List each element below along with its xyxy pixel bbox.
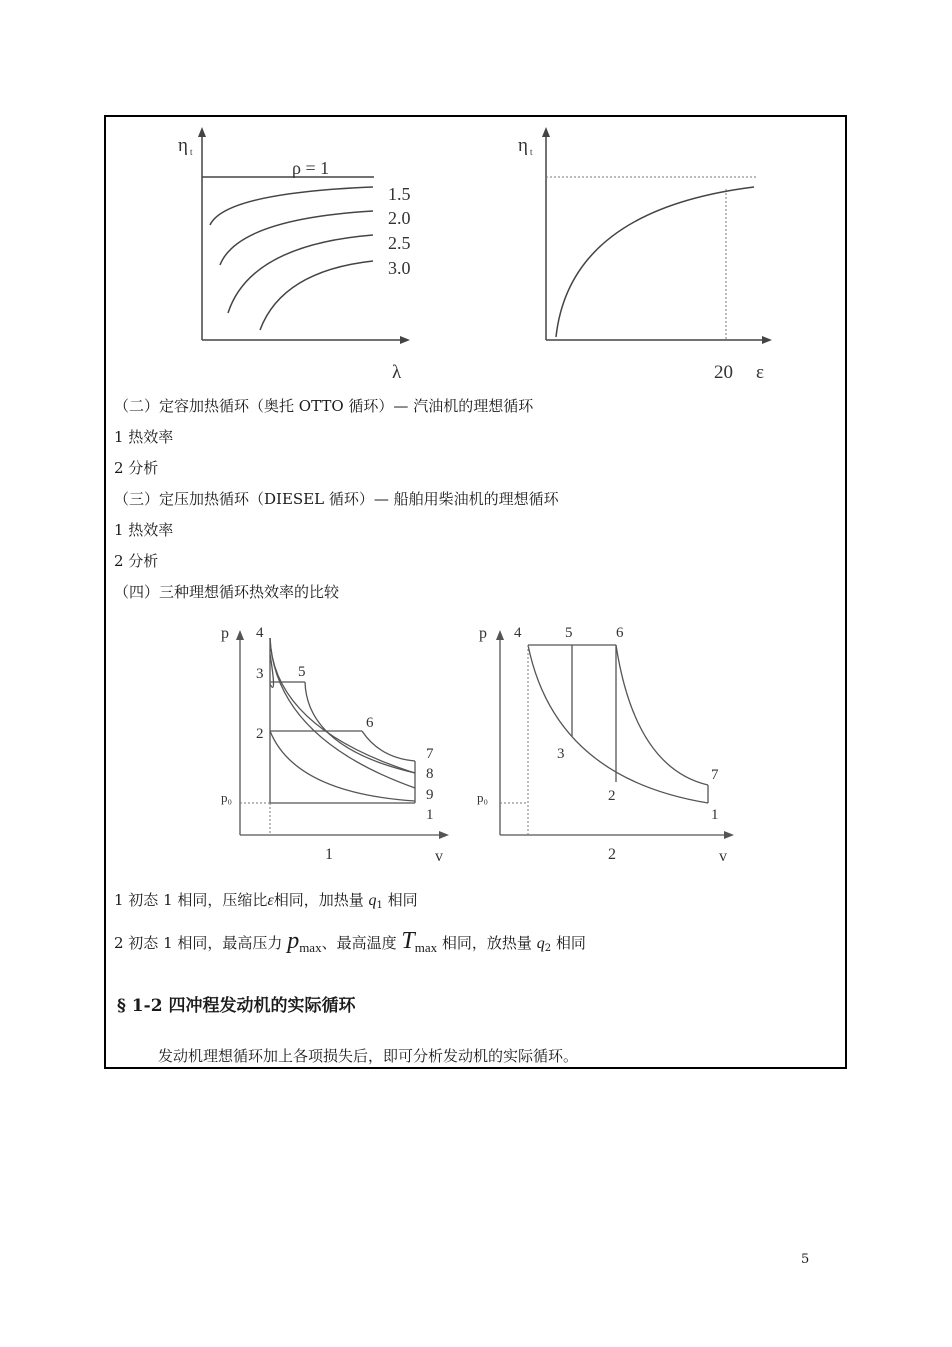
p-axis-label: p	[221, 625, 229, 642]
point-label-3: 3	[557, 746, 565, 762]
q-subscript: 1	[376, 900, 383, 911]
q-subscript: 2	[544, 943, 552, 954]
compare-line-2-text: 2 初态 1 相同，最高压力	[114, 934, 283, 952]
item-analysis: 2 分析	[114, 552, 159, 570]
t-max-subscript: max	[414, 940, 438, 955]
body-paragraph: 发动机理想循环加上各项损失后，即可分析发动机的实际循环。	[158, 1047, 579, 1065]
compare-line-2-text: 相同，放热量	[441, 934, 532, 952]
p0-label: p₀	[221, 790, 233, 805]
t-max-symbol: T	[401, 928, 415, 954]
point-label-8: 8	[426, 766, 434, 782]
compare-line-1-text: 相同，加热量	[273, 891, 364, 909]
x-tick-20: 20	[714, 362, 733, 383]
point-label-2: 2	[608, 788, 616, 804]
figure-pv-1	[215, 618, 455, 868]
p-max-subscript: max	[299, 940, 322, 955]
p0-label: p₀	[477, 790, 489, 805]
p-axis-label: p	[479, 625, 487, 642]
point-label-1: 1	[711, 807, 719, 823]
point-label-4: 4	[256, 625, 264, 641]
curve-label-20: 2.0	[388, 208, 411, 228]
compare-line-1-text: 相同	[387, 891, 418, 909]
point-label-5: 5	[565, 625, 573, 641]
point-label-6: 6	[616, 625, 624, 641]
x-axis-label: λ	[392, 362, 402, 383]
curve-label-30: 3.0	[388, 258, 411, 278]
figure-eta-lambda	[170, 125, 420, 385]
item-analysis: 2 分析	[114, 459, 159, 477]
page-number: 5	[801, 1252, 810, 1267]
point-label-6: 6	[366, 715, 374, 731]
y-axis-sub: t	[530, 147, 533, 157]
p-max-symbol: p	[287, 928, 300, 954]
point-label-2: 2	[256, 726, 264, 742]
v-axis-label: v	[719, 848, 727, 865]
point-label-7: 7	[426, 746, 434, 762]
compare-line-1-text: 1 初态 1 相同，压缩比	[114, 891, 268, 909]
curve-label-25: 2.5	[388, 233, 411, 253]
compare-line-2	[114, 926, 586, 964]
point-label-9: 9	[426, 787, 434, 803]
section-otto: （二）定容加热循环（奥托 OTTO 循环）— 汽油机的理想循环	[114, 397, 534, 415]
point-label-1: 1	[426, 807, 434, 823]
point-label-5: 5	[298, 664, 306, 680]
compare-line-2-text: 相同	[555, 934, 586, 952]
q-symbol: q	[368, 892, 377, 909]
item-efficiency: 1 热效率	[114, 428, 174, 446]
y-axis-label: η	[518, 135, 528, 156]
item-efficiency: 1 热效率	[114, 521, 174, 539]
v-axis-label: v	[435, 848, 443, 865]
section-heading: § 1-2 四冲程发动机的实际循环	[117, 996, 356, 1016]
point-label-4: 4	[514, 625, 522, 641]
y-axis-label: η	[178, 135, 188, 156]
curve-label-rho1: ρ = 1	[292, 158, 330, 178]
compare-line-2-text: 、最高温度	[321, 934, 397, 952]
x-axis-label: ε	[756, 362, 764, 383]
figure-caption: 2	[608, 846, 616, 863]
section-diesel: （三）定压加热循环（DIESEL 循环）— 船舶用柴油机的理想循环	[114, 490, 559, 508]
figure-eta-epsilon	[510, 125, 780, 385]
section-compare: （四）三种理想循环热效率的比较	[114, 583, 340, 601]
figure-caption: 1	[325, 846, 333, 863]
curve-label-15: 1.5	[388, 184, 411, 204]
point-label-3: 3	[256, 666, 264, 682]
compare-line-1	[114, 890, 418, 916]
epsilon-symbol: ε	[267, 892, 274, 909]
figure-pv-2	[475, 618, 745, 868]
y-axis-sub: t	[190, 147, 193, 157]
point-label-7: 7	[711, 767, 719, 783]
q-symbol: q	[536, 935, 545, 952]
